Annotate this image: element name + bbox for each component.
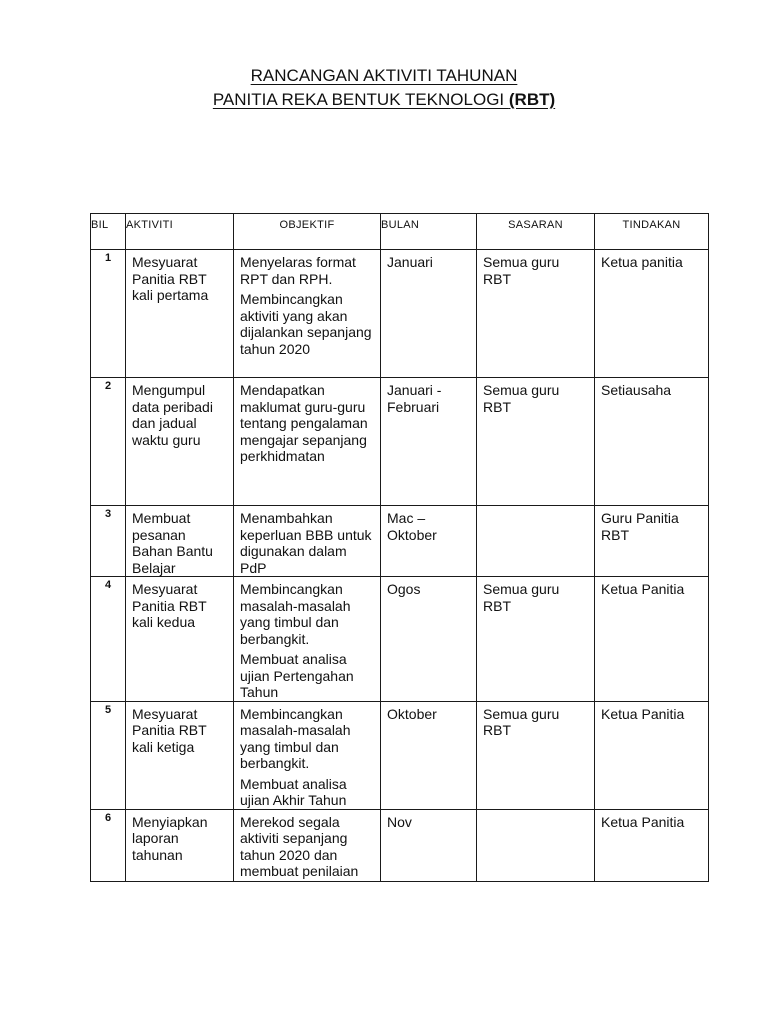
- table-row: [91, 577, 709, 702]
- objektif-text: Merekod segala aktiviti sepanjang tahun 2020 dan membuat penilaian: [240, 813, 359, 879]
- table-row: [91, 809, 709, 881]
- title-line-2-bold: (RBT): [508, 90, 556, 109]
- bulan-text: Januari - Februari: [387, 382, 442, 415]
- sasaran-cell: [477, 250, 595, 378]
- aktiviti-text: Membuat pesanan Bahan Bantu Belajar: [132, 510, 213, 576]
- bulan-cell: [381, 378, 477, 506]
- tindakan-cell: [595, 577, 709, 702]
- aktiviti-cell: [126, 506, 234, 577]
- header-bulan: BULAN: [381, 214, 477, 250]
- bulan-text: Oktober: [387, 705, 437, 722]
- tindakan-text: Setiausaha: [601, 382, 672, 398]
- row-number: 2: [91, 378, 126, 506]
- row-number: 4: [91, 577, 126, 702]
- row-number: 1: [91, 250, 126, 378]
- tindakan-cell: [595, 701, 709, 809]
- aktiviti-text: Mesyuarat Panitia RBT kali pertama: [132, 254, 209, 303]
- table-header-row: [91, 214, 709, 250]
- sasaran-text: Semua guru RBT: [483, 581, 560, 614]
- objektif-text: Mendapatkan maklumat guru-guru tentang pengalaman mengajar sepanjang perkhidmatan: [240, 382, 368, 464]
- document-title: [0, 64, 768, 112]
- aktiviti-cell: [126, 701, 234, 809]
- header-sasaran: SASARAN: [477, 214, 595, 250]
- row-number: 5: [91, 701, 126, 809]
- header-tindakan: TINDAKAN: [595, 214, 709, 250]
- objektif-text: Membincangkan masalah-masalah yang timbul dan berbangkit.: [240, 705, 351, 771]
- objektif-cell: [234, 809, 381, 881]
- objektif-text: Menambahkan keperluan BBB untuk digunakan dalam PdP: [240, 510, 372, 576]
- tindakan-text: Ketua Panitia: [601, 581, 685, 597]
- tindakan-text: Ketua panitia: [601, 254, 683, 270]
- aktiviti-text: Mesyuarat Panitia RBT kali kedua: [132, 581, 207, 630]
- tindakan-cell: [595, 506, 709, 577]
- sasaran-cell: [477, 577, 595, 702]
- sasaran-cell: [477, 701, 595, 809]
- bulan-cell: [381, 577, 477, 702]
- sasaran-cell: [477, 506, 595, 577]
- objektif-cell: [234, 506, 381, 577]
- bulan-cell: [381, 809, 477, 881]
- sasaran-text: Semua guru RBT: [483, 254, 560, 287]
- objektif-cell: [234, 577, 381, 702]
- aktiviti-cell: [126, 809, 234, 881]
- bulan-cell: [381, 506, 477, 577]
- bulan-cell: [381, 250, 477, 378]
- bulan-text: Ogos: [387, 581, 421, 597]
- objektif-cell: [234, 378, 381, 506]
- bulan-text: Januari: [387, 254, 433, 270]
- bulan-text: Mac – Oktober: [387, 510, 437, 543]
- sasaran-cell: [477, 809, 595, 881]
- title-line-2-text: PANITIA REKA BENTUK TEKNOLOGI: [212, 90, 509, 109]
- header-objektif: OBJEKTIF: [234, 214, 381, 250]
- tindakan-cell: [595, 809, 709, 881]
- tindakan-text: Ketua Panitia: [601, 705, 685, 722]
- sasaran-text: Semua guru RBT: [483, 382, 560, 415]
- header-aktiviti: AKTIVITI: [126, 214, 234, 250]
- sasaran-text: [477, 506, 594, 510]
- aktiviti-text: Mesyuarat Panitia RBT kali ketiga: [132, 705, 207, 755]
- bulan-text: Nov: [387, 813, 412, 830]
- table-row: [91, 506, 709, 577]
- tindakan-cell: [595, 250, 709, 378]
- objektif-text: Membuat analisa ujian Akhir Tahun: [240, 775, 347, 808]
- header-bil: BIL: [91, 214, 126, 250]
- sasaran-text: Semua guru RBT: [483, 705, 560, 738]
- title-line-1: RANCANGAN AKTIVITI TAHUNAN: [250, 66, 518, 85]
- bulan-cell: [381, 701, 477, 809]
- aktiviti-text: Mengumpul data peribadi dan jadual waktu guru: [132, 382, 213, 448]
- objektif-text: Membincangkan masalah-masalah yang timbul dan berbangkit.: [240, 581, 351, 647]
- table-row: [91, 701, 709, 809]
- objektif-text: Membincangkan aktiviti yang akan dijalankan sepanjang tahun 2020: [240, 291, 372, 357]
- title-line-2: [0, 88, 768, 112]
- tindakan-cell: [595, 378, 709, 506]
- table-row: [91, 250, 709, 378]
- tindakan-text: Ketua Panitia: [601, 813, 685, 830]
- objektif-cell: [234, 701, 381, 809]
- row-number: 6: [91, 809, 126, 881]
- objektif-text: Membuat analisa ujian Pertengahan Tahun: [240, 651, 354, 700]
- table-row: [91, 378, 709, 506]
- row-number: 3: [91, 506, 126, 577]
- objektif-text: Menyelaras format RPT dan RPH.: [240, 254, 356, 287]
- sasaran-cell: [477, 378, 595, 506]
- aktiviti-text: Menyiapkan laporan tahunan: [132, 813, 208, 863]
- objektif-cell: [234, 250, 381, 378]
- aktiviti-cell: [126, 250, 234, 378]
- aktiviti-cell: [126, 378, 234, 506]
- tindakan-text: Guru Panitia RBT: [601, 510, 679, 543]
- sasaran-text: [477, 810, 594, 814]
- aktiviti-cell: [126, 577, 234, 702]
- activity-plan-table: [90, 213, 709, 882]
